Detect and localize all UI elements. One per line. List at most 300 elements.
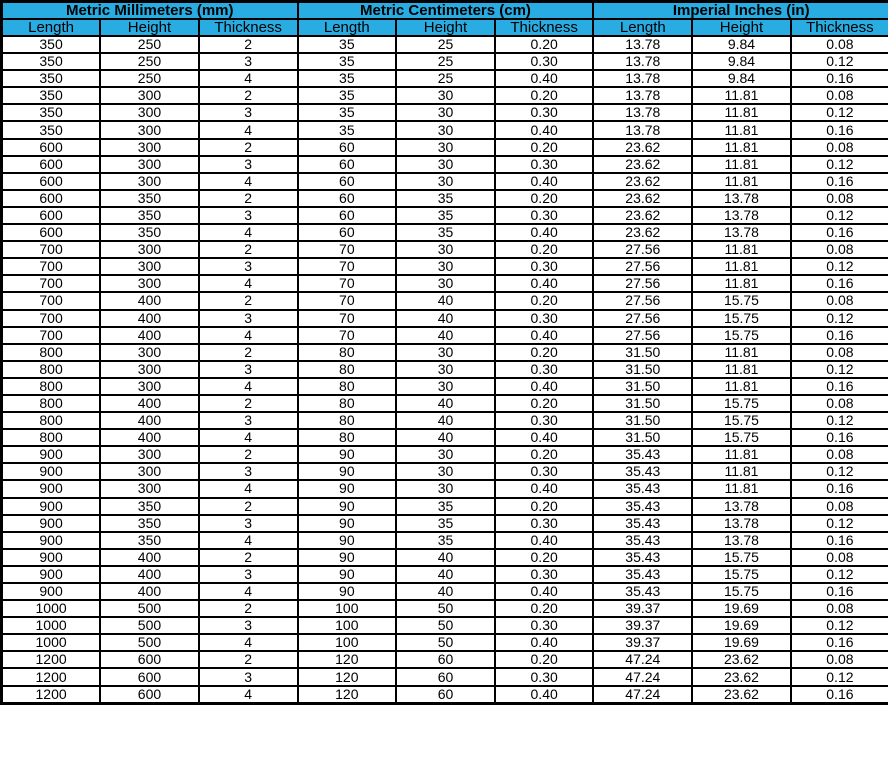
table-row bbox=[2, 344, 888, 361]
table-cell: 0.40 bbox=[495, 121, 594, 138]
table-cell: 23.62 bbox=[593, 139, 692, 156]
table-cell: 500 bbox=[100, 634, 199, 651]
table-cell: 300 bbox=[100, 173, 199, 190]
table-row bbox=[2, 532, 888, 549]
table-row bbox=[2, 361, 888, 378]
table-cell: 0.16 bbox=[791, 173, 888, 190]
table-cell: 11.81 bbox=[692, 275, 791, 292]
table-row bbox=[2, 412, 888, 429]
table-cell: 40 bbox=[396, 566, 495, 583]
table-cell: 0.16 bbox=[791, 429, 888, 446]
table-cell: 27.56 bbox=[593, 327, 692, 344]
table-cell: 2 bbox=[199, 190, 298, 207]
table-cell: 0.30 bbox=[495, 668, 594, 685]
table-cell: 11.81 bbox=[692, 463, 791, 480]
table-cell: 0.20 bbox=[495, 87, 594, 104]
table-cell: 350 bbox=[2, 87, 101, 104]
table-cell: 350 bbox=[2, 104, 101, 121]
table-cell: 400 bbox=[100, 412, 199, 429]
table-cell: 0.40 bbox=[495, 583, 594, 600]
table-cell: 11.81 bbox=[692, 173, 791, 190]
table-cell: 0.12 bbox=[791, 258, 888, 275]
table-cell: 0.20 bbox=[495, 344, 594, 361]
table-row bbox=[2, 583, 888, 600]
table-cell: 90 bbox=[298, 549, 397, 566]
table-cell: 3 bbox=[199, 53, 298, 70]
table-cell: 31.50 bbox=[593, 378, 692, 395]
table-cell: 90 bbox=[298, 498, 397, 515]
table-cell: 800 bbox=[2, 412, 101, 429]
table-cell: 90 bbox=[298, 463, 397, 480]
table-cell: 35 bbox=[298, 36, 397, 53]
table-cell: 40 bbox=[396, 412, 495, 429]
table-cell: 0.16 bbox=[791, 634, 888, 651]
table-cell: 350 bbox=[100, 498, 199, 515]
table-cell: 0.08 bbox=[791, 190, 888, 207]
table-cell: 35 bbox=[396, 532, 495, 549]
table-cell: 0.20 bbox=[495, 139, 594, 156]
table-cell: 0.30 bbox=[495, 617, 594, 634]
table-cell: 13.78 bbox=[692, 498, 791, 515]
table-cell: 35 bbox=[298, 87, 397, 104]
column-header-in-length: Length bbox=[593, 19, 692, 36]
table-row bbox=[2, 498, 888, 515]
table-cell: 0.40 bbox=[495, 480, 594, 497]
table-cell: 0.16 bbox=[791, 583, 888, 600]
table-cell: 900 bbox=[2, 549, 101, 566]
table-cell: 3 bbox=[199, 617, 298, 634]
table-cell: 2 bbox=[199, 446, 298, 463]
group-header-row bbox=[2, 2, 888, 20]
table-cell: 900 bbox=[2, 532, 101, 549]
table-cell: 2 bbox=[199, 139, 298, 156]
table-cell: 11.81 bbox=[692, 480, 791, 497]
table-cell: 30 bbox=[396, 463, 495, 480]
table-cell: 39.37 bbox=[593, 617, 692, 634]
table-cell: 600 bbox=[2, 190, 101, 207]
table-cell: 0.08 bbox=[791, 498, 888, 515]
table-cell: 3 bbox=[199, 668, 298, 685]
table-cell: 13.78 bbox=[692, 224, 791, 241]
table-cell: 70 bbox=[298, 275, 397, 292]
table-cell: 0.12 bbox=[791, 53, 888, 70]
table-cell: 11.81 bbox=[692, 378, 791, 395]
table-cell: 23.62 bbox=[593, 224, 692, 241]
table-cell: 13.78 bbox=[692, 190, 791, 207]
table-row bbox=[2, 327, 888, 344]
table-cell: 0.08 bbox=[791, 651, 888, 668]
table-cell: 50 bbox=[396, 600, 495, 617]
table-cell: 40 bbox=[396, 310, 495, 327]
table-cell: 0.40 bbox=[495, 378, 594, 395]
table-cell: 80 bbox=[298, 395, 397, 412]
table-row bbox=[2, 686, 888, 704]
table-cell: 0.12 bbox=[791, 515, 888, 532]
table-cell: 40 bbox=[396, 583, 495, 600]
column-header-cm-length: Length bbox=[298, 19, 397, 36]
table-cell: 11.81 bbox=[692, 104, 791, 121]
table-cell: 0.08 bbox=[791, 446, 888, 463]
table-cell: 0.20 bbox=[495, 498, 594, 515]
table-cell: 600 bbox=[100, 668, 199, 685]
table-cell: 700 bbox=[2, 327, 101, 344]
table-cell: 35 bbox=[298, 104, 397, 121]
table-cell: 0.20 bbox=[495, 395, 594, 412]
table-cell: 350 bbox=[2, 70, 101, 87]
table-row bbox=[2, 292, 888, 309]
table-cell: 400 bbox=[100, 327, 199, 344]
table-cell: 100 bbox=[298, 617, 397, 634]
table-cell: 80 bbox=[298, 429, 397, 446]
table-cell: 100 bbox=[298, 634, 397, 651]
table-cell: 30 bbox=[396, 344, 495, 361]
table-cell: 700 bbox=[2, 258, 101, 275]
table-cell: 0.08 bbox=[791, 241, 888, 258]
table-cell: 0.20 bbox=[495, 446, 594, 463]
table-cell: 900 bbox=[2, 566, 101, 583]
table-cell: 400 bbox=[100, 566, 199, 583]
table-cell: 30 bbox=[396, 480, 495, 497]
table-cell: 1200 bbox=[2, 686, 101, 704]
table-cell: 19.69 bbox=[692, 600, 791, 617]
table-cell: 300 bbox=[100, 463, 199, 480]
table-row bbox=[2, 515, 888, 532]
table-cell: 120 bbox=[298, 668, 397, 685]
table-cell: 35.43 bbox=[593, 463, 692, 480]
table-cell: 35.43 bbox=[593, 549, 692, 566]
table-cell: 0.12 bbox=[791, 617, 888, 634]
table-cell: 30 bbox=[396, 241, 495, 258]
table-cell: 35 bbox=[396, 498, 495, 515]
table-cell: 0.16 bbox=[791, 327, 888, 344]
table-cell: 35 bbox=[396, 515, 495, 532]
table-cell: 1000 bbox=[2, 617, 101, 634]
table-cell: 700 bbox=[2, 241, 101, 258]
table-cell: 9.84 bbox=[692, 70, 791, 87]
table-cell: 0.40 bbox=[495, 686, 594, 704]
table-cell: 300 bbox=[100, 480, 199, 497]
table-cell: 60 bbox=[298, 190, 397, 207]
table-cell: 80 bbox=[298, 344, 397, 361]
table-row bbox=[2, 207, 888, 224]
table-cell: 350 bbox=[100, 224, 199, 241]
table-row bbox=[2, 446, 888, 463]
table-cell: 35 bbox=[298, 53, 397, 70]
table-row bbox=[2, 53, 888, 70]
table-cell: 90 bbox=[298, 566, 397, 583]
table-cell: 3 bbox=[199, 566, 298, 583]
table-cell: 30 bbox=[396, 104, 495, 121]
table-cell: 60 bbox=[298, 156, 397, 173]
table-row bbox=[2, 600, 888, 617]
table-cell: 350 bbox=[100, 532, 199, 549]
table-cell: 31.50 bbox=[593, 429, 692, 446]
table-row bbox=[2, 275, 888, 292]
table-cell: 23.62 bbox=[593, 207, 692, 224]
table-cell: 4 bbox=[199, 70, 298, 87]
table-cell: 2 bbox=[199, 292, 298, 309]
table-cell: 11.81 bbox=[692, 87, 791, 104]
table-cell: 30 bbox=[396, 446, 495, 463]
table-cell: 70 bbox=[298, 258, 397, 275]
table-cell: 0.16 bbox=[791, 378, 888, 395]
column-header-in-thickness: Thickness bbox=[791, 19, 888, 36]
table-cell: 60 bbox=[298, 139, 397, 156]
table-cell: 300 bbox=[100, 156, 199, 173]
table-row bbox=[2, 395, 888, 412]
table-cell: 0.08 bbox=[791, 36, 888, 53]
table-row bbox=[2, 224, 888, 241]
table-cell: 300 bbox=[100, 121, 199, 138]
table-cell: 11.81 bbox=[692, 258, 791, 275]
table-cell: 400 bbox=[100, 310, 199, 327]
table-row bbox=[2, 36, 888, 53]
table-cell: 3 bbox=[199, 258, 298, 275]
table-cell: 350 bbox=[2, 36, 101, 53]
table-cell: 13.78 bbox=[593, 87, 692, 104]
table-cell: 4 bbox=[199, 429, 298, 446]
table-cell: 0.08 bbox=[791, 600, 888, 617]
table-row bbox=[2, 258, 888, 275]
table-cell: 0.16 bbox=[791, 70, 888, 87]
table-cell: 400 bbox=[100, 292, 199, 309]
table-cell: 30 bbox=[396, 139, 495, 156]
table-cell: 3 bbox=[199, 310, 298, 327]
table-cell: 13.78 bbox=[593, 121, 692, 138]
table-cell: 1000 bbox=[2, 600, 101, 617]
table-row bbox=[2, 104, 888, 121]
table-cell: 2 bbox=[199, 498, 298, 515]
table-cell: 3 bbox=[199, 412, 298, 429]
table-cell: 700 bbox=[2, 275, 101, 292]
table-cell: 90 bbox=[298, 583, 397, 600]
table-cell: 0.30 bbox=[495, 156, 594, 173]
table-cell: 35.43 bbox=[593, 498, 692, 515]
table-cell: 2 bbox=[199, 651, 298, 668]
column-header-in-height: Height bbox=[692, 19, 791, 36]
table-row bbox=[2, 310, 888, 327]
table-cell: 300 bbox=[100, 275, 199, 292]
table-cell: 4 bbox=[199, 275, 298, 292]
table-cell: 30 bbox=[396, 156, 495, 173]
table-cell: 0.12 bbox=[791, 361, 888, 378]
table-cell: 0.30 bbox=[495, 463, 594, 480]
table-cell: 90 bbox=[298, 446, 397, 463]
table-cell: 30 bbox=[396, 258, 495, 275]
table-cell: 25 bbox=[396, 70, 495, 87]
table-cell: 23.62 bbox=[692, 686, 791, 704]
table-cell: 900 bbox=[2, 480, 101, 497]
table-cell: 13.78 bbox=[692, 207, 791, 224]
table-cell: 35.43 bbox=[593, 446, 692, 463]
table-cell: 60 bbox=[298, 224, 397, 241]
table-cell: 300 bbox=[100, 139, 199, 156]
table-cell: 0.12 bbox=[791, 668, 888, 685]
column-header-mm-height: Height bbox=[100, 19, 199, 36]
table-cell: 39.37 bbox=[593, 634, 692, 651]
table-cell: 800 bbox=[2, 361, 101, 378]
table-cell: 600 bbox=[2, 156, 101, 173]
table-cell: 900 bbox=[2, 583, 101, 600]
table-cell: 23.62 bbox=[692, 668, 791, 685]
table-cell: 80 bbox=[298, 378, 397, 395]
table-cell: 250 bbox=[100, 70, 199, 87]
table-cell: 300 bbox=[100, 104, 199, 121]
table-row bbox=[2, 139, 888, 156]
table-cell: 4 bbox=[199, 532, 298, 549]
table-cell: 600 bbox=[100, 651, 199, 668]
table-cell: 4 bbox=[199, 634, 298, 651]
table-cell: 1200 bbox=[2, 651, 101, 668]
table-cell: 40 bbox=[396, 395, 495, 412]
table-cell: 80 bbox=[298, 412, 397, 429]
table-cell: 35.43 bbox=[593, 480, 692, 497]
table-cell: 0.08 bbox=[791, 87, 888, 104]
table-row bbox=[2, 480, 888, 497]
table-cell: 70 bbox=[298, 241, 397, 258]
table-cell: 0.40 bbox=[495, 634, 594, 651]
table-cell: 35.43 bbox=[593, 583, 692, 600]
table-row bbox=[2, 378, 888, 395]
table-cell: 3 bbox=[199, 515, 298, 532]
table-cell: 2 bbox=[199, 549, 298, 566]
table-cell: 35 bbox=[396, 190, 495, 207]
table-cell: 600 bbox=[2, 139, 101, 156]
table-cell: 11.81 bbox=[692, 139, 791, 156]
table-cell: 600 bbox=[2, 173, 101, 190]
table-cell: 27.56 bbox=[593, 275, 692, 292]
table-cell: 23.62 bbox=[593, 190, 692, 207]
table-cell: 11.81 bbox=[692, 344, 791, 361]
table-cell: 70 bbox=[298, 327, 397, 344]
table-cell: 23.62 bbox=[692, 651, 791, 668]
table-cell: 60 bbox=[298, 173, 397, 190]
table-cell: 11.81 bbox=[692, 156, 791, 173]
table-cell: 0.30 bbox=[495, 515, 594, 532]
table-cell: 35.43 bbox=[593, 515, 692, 532]
table-cell: 4 bbox=[199, 173, 298, 190]
table-cell: 2 bbox=[199, 241, 298, 258]
table-cell: 0.20 bbox=[495, 651, 594, 668]
table-cell: 11.81 bbox=[692, 241, 791, 258]
column-header-mm-length: Length bbox=[2, 19, 101, 36]
table-cell: 800 bbox=[2, 344, 101, 361]
column-header-row bbox=[2, 19, 888, 36]
table-cell: 30 bbox=[396, 87, 495, 104]
table-cell: 0.40 bbox=[495, 224, 594, 241]
table-cell: 0.40 bbox=[495, 532, 594, 549]
table-cell: 4 bbox=[199, 378, 298, 395]
table-cell: 9.84 bbox=[692, 53, 791, 70]
table-cell: 300 bbox=[100, 87, 199, 104]
table-cell: 25 bbox=[396, 53, 495, 70]
table-cell: 100 bbox=[298, 600, 397, 617]
table-cell: 0.30 bbox=[495, 361, 594, 378]
table-cell: 60 bbox=[298, 207, 397, 224]
table-row bbox=[2, 634, 888, 651]
table-row bbox=[2, 70, 888, 87]
table-row bbox=[2, 463, 888, 480]
table-cell: 25 bbox=[396, 36, 495, 53]
table-cell: 19.69 bbox=[692, 617, 791, 634]
table-cell: 4 bbox=[199, 121, 298, 138]
table-cell: 40 bbox=[396, 429, 495, 446]
table-cell: 0.40 bbox=[495, 429, 594, 446]
table-row bbox=[2, 241, 888, 258]
table-cell: 35.43 bbox=[593, 532, 692, 549]
table-cell: 35 bbox=[298, 70, 397, 87]
table-cell: 27.56 bbox=[593, 241, 692, 258]
table-cell: 800 bbox=[2, 378, 101, 395]
table-cell: 400 bbox=[100, 429, 199, 446]
table-cell: 9.84 bbox=[692, 36, 791, 53]
table-cell: 600 bbox=[2, 207, 101, 224]
table-cell: 80 bbox=[298, 361, 397, 378]
table-cell: 13.78 bbox=[692, 515, 791, 532]
table-cell: 400 bbox=[100, 549, 199, 566]
table-cell: 0.20 bbox=[495, 600, 594, 617]
table-cell: 19.69 bbox=[692, 634, 791, 651]
table-cell: 47.24 bbox=[593, 651, 692, 668]
table-cell: 15.75 bbox=[692, 395, 791, 412]
table-cell: 400 bbox=[100, 583, 199, 600]
table-cell: 0.08 bbox=[791, 292, 888, 309]
table-cell: 11.81 bbox=[692, 121, 791, 138]
table-cell: 60 bbox=[396, 668, 495, 685]
table-cell: 250 bbox=[100, 36, 199, 53]
table-cell: 0.30 bbox=[495, 412, 594, 429]
table-cell: 800 bbox=[2, 429, 101, 446]
table-cell: 13.78 bbox=[593, 36, 692, 53]
table-cell: 2 bbox=[199, 344, 298, 361]
table-cell: 4 bbox=[199, 686, 298, 704]
table-cell: 0.40 bbox=[495, 275, 594, 292]
table-cell: 30 bbox=[396, 173, 495, 190]
table-cell: 0.20 bbox=[495, 549, 594, 566]
table-cell: 0.12 bbox=[791, 104, 888, 121]
table-cell: 300 bbox=[100, 258, 199, 275]
table-cell: 1200 bbox=[2, 668, 101, 685]
table-cell: 31.50 bbox=[593, 412, 692, 429]
table-cell: 0.20 bbox=[495, 36, 594, 53]
table-cell: 15.75 bbox=[692, 327, 791, 344]
table-cell: 300 bbox=[100, 241, 199, 258]
table-cell: 11.81 bbox=[692, 361, 791, 378]
table-cell: 60 bbox=[396, 686, 495, 704]
table-cell: 700 bbox=[2, 310, 101, 327]
table-cell: 350 bbox=[2, 121, 101, 138]
table-cell: 35 bbox=[396, 207, 495, 224]
table-cell: 11.81 bbox=[692, 446, 791, 463]
table-cell: 90 bbox=[298, 532, 397, 549]
group-title-metric-cm: Metric Centimeters (cm) bbox=[298, 2, 594, 20]
table-row bbox=[2, 429, 888, 446]
table-cell: 250 bbox=[100, 53, 199, 70]
table-row bbox=[2, 617, 888, 634]
table-cell: 600 bbox=[2, 224, 101, 241]
table-cell: 900 bbox=[2, 515, 101, 532]
table-cell: 13.78 bbox=[593, 70, 692, 87]
table-cell: 15.75 bbox=[692, 566, 791, 583]
table-cell: 0.40 bbox=[495, 70, 594, 87]
table-cell: 300 bbox=[100, 378, 199, 395]
table-cell: 0.08 bbox=[791, 344, 888, 361]
table-cell: 0.16 bbox=[791, 224, 888, 241]
table-cell: 0.08 bbox=[791, 395, 888, 412]
table-cell: 4 bbox=[199, 480, 298, 497]
table-cell: 0.12 bbox=[791, 156, 888, 173]
table-cell: 15.75 bbox=[692, 583, 791, 600]
